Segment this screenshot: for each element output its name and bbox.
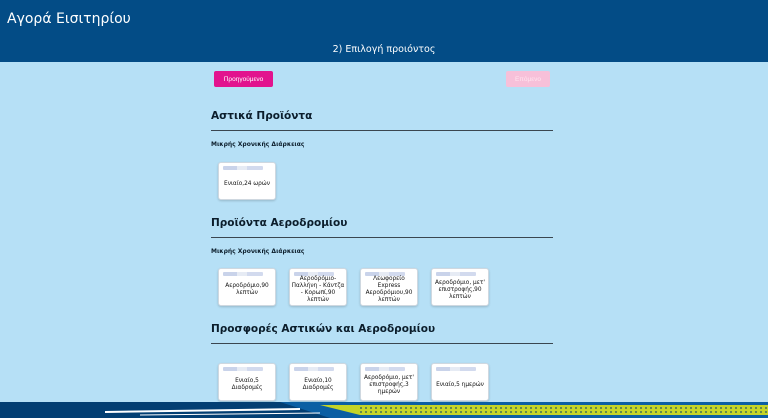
footer-stripes-graphic (0, 402, 768, 418)
step-title: 2) Επιλογή προιόντος (332, 44, 436, 55)
section-title-urban: Αστικά Προϊόντα (211, 110, 313, 122)
product-card[interactable] (431, 363, 489, 401)
section-divider (211, 130, 553, 131)
section-divider (211, 237, 553, 238)
product-card[interactable] (289, 268, 347, 306)
product-label: Λεωφορείο Express Αεροδρόμιου,90 λεπτών (365, 276, 413, 303)
product-card[interactable] (218, 162, 276, 200)
product-label: Αεροδρόμιο, μετ' επιστροφής,3 ημερών (364, 374, 414, 395)
product-label: Ενιαίο,10 Διαδρομές (302, 378, 334, 391)
footer-stripes (0, 402, 768, 418)
header-bar (0, 0, 768, 62)
product-label: Ενιαίο,24 ωρών (224, 180, 270, 187)
product-card[interactable] (218, 363, 276, 401)
section-title-offers: Προσφορές Αστικών και Αεροδρομίου (211, 323, 436, 335)
product-label: Αεροδρόμιο-Παλλήνη - Κάντζα - Κορωπί,90 λεπτών (291, 276, 345, 303)
product-label: Ενιαίο,5 ημερών (436, 381, 484, 388)
product-label: Ενιαίο,5 Διαδρομές (231, 378, 263, 391)
app-title: Αγορά Εισιτηρίου (7, 11, 131, 27)
product-card[interactable] (218, 268, 276, 306)
previous-button[interactable]: Προηγούμενο (214, 71, 273, 87)
section-subtitle-urban: Μικρής Χρονικής Διάρκειας (211, 141, 305, 148)
product-card[interactable] (431, 268, 489, 306)
product-label: Αεροδρόμιο, μετ' επιστροφής,90 λεπτών (435, 279, 485, 300)
product-card[interactable] (360, 363, 418, 401)
main-content (0, 62, 768, 402)
product-card[interactable] (360, 268, 418, 306)
section-divider (211, 343, 553, 344)
section-title-airport: Προϊόντα Αεροδρομίου (211, 217, 348, 229)
section-subtitle-airport: Μικρής Χρονικής Διάρκειας (211, 248, 305, 255)
product-label: Αεροδρόμιο,90 λεπτών (225, 283, 269, 296)
next-button[interactable]: Επόμενο (506, 71, 550, 87)
product-card[interactable] (289, 363, 347, 401)
